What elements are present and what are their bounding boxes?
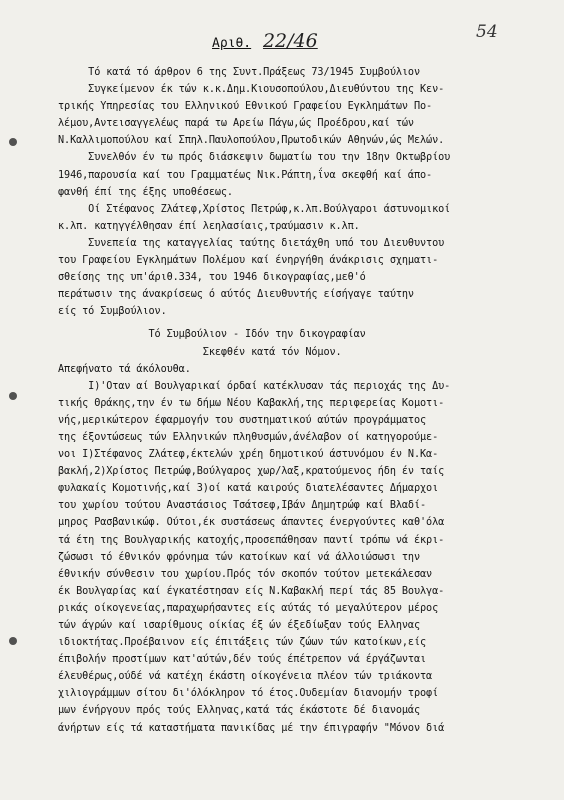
text-line: τρικής Υπηρεσίας του Ελληνικού Εθνικού Γραφείου Εγκλημάτων Πο- (58, 101, 433, 113)
text-line: τικής Θράκης,την έν τω δήμω Νέου Καβακλή,της περιφερείας Κομοτι- (58, 397, 445, 409)
text-line: έθνικήν σύνθεσιν του χωρίου.Πρός τόν σκοπόν τούτον μετεκάλεσαν (58, 568, 433, 580)
text-line: σθείσης της υπ'άριθ.334, του 1946 δικογραφίας,μεθ'ό (58, 272, 366, 284)
text-line: έλευθέρως,ούδέ νά κατέχη έκάστη οίκογένεια πλέον τών τριάκοντα (58, 671, 433, 683)
text-line: ζώσωσι τό έθνικόν φρόνημα τών κατοίκων καί νά άλλοιώσωσι την (58, 551, 421, 563)
text-line: νοι I)Στέφανος Ζλάτεφ,έκτελών χρέη δημοτικού άστυνόμου έν Ν.Κα- (58, 449, 439, 461)
text-line: είς τό Συμβούλιον. (58, 306, 167, 318)
text-line: άνήρτων είς τά καταστήματα πανικίδας μέ την έπιγραφήν "Μόνον διά (58, 722, 445, 734)
text-line: I)'Οταν αί Βουλγαρικαί όρδαί κατέκλυσαν τάς περιοχάς της Δυ- (58, 380, 451, 392)
document-reference (212, 30, 318, 52)
punch-hole (9, 637, 17, 645)
text-line: ρικάς οίκογενείας,παραχωρήσαντες είς αύτάς τό μεγαλύτερον μέρος (58, 602, 439, 614)
text-line: έπιβολήν προστίμων κατ'αύτών,δέν τούς έπέτρεπον νά έργάζωνται (58, 654, 427, 666)
text-line: τά έτη της Βουλγαρικής κατοχής,προσεπάθησαν παντί τρόπω νά έκρι- (58, 534, 445, 546)
text-line: χιλιογράμμων σίτου δι'όλόκληρον τό έτος.Ουδεμίαν διανομήν τροφί (58, 688, 439, 700)
text-line: ιδιοκτήτας.Προέβαινον είς έπιτάξεις τών ζώων τών κατοίκων,είς (58, 637, 427, 649)
text-line: Συγκείμενον έκ τών κ.κ.Δημ.Κιουσοπούλου,Διευθύντου της Κεν- (58, 84, 445, 96)
text-line: Συνελθόν έν τω πρός διάσκεψιν δωματίω του την 18ην Οκτωβρίου (58, 152, 451, 164)
reference-number: 22/46 (262, 30, 318, 52)
text-line: φανθή έπί της έξης υποθέσεως. (58, 186, 233, 198)
text-line: 1946,παρουσία καί του Γραμματέως Νικ.Ράπτη,ΐνα σκεφθή καί άπο- (58, 169, 433, 181)
punch-hole (9, 138, 17, 146)
text-line: έκ Βουλγαρίας καί έγκατέστησαν είς Ν.Καβακλή περί τάς 85 Βουλγα- (58, 585, 445, 597)
text-line: περάτωσιν της άνακρίσεως ό αύτός Διευθυντής είσήγαγε ταύτην (58, 289, 414, 301)
text-line: του χωρίου τούτου Αναστάσιος Τσάτσεφ,Ιβάν Δημητρώφ καί Βλαδί- (58, 500, 427, 512)
text-line: Συνεπεία της καταγγελίας ταύτης διετάχθη υπό του Διευθυντου (58, 237, 445, 249)
text-line: μηρος Ρασβανικώφ. Ούτοι,έκ συστάσεως άπαντες ένεργούντες καθ'όλα (58, 517, 445, 529)
text-line: Σκεφθέν κατά τόν Νόμον. (58, 346, 342, 358)
text-line: φυλακαίς Κομοτινής,καί 3)οί κατά καιρούς διατελέσαντες Δήμαρχοι (58, 483, 439, 495)
text-line: νής,μερικώτερον έφαρμογήν του συστηματικού αύτών προγράμματος (58, 414, 427, 426)
text-line: λέμου,Αντεισαγγελέως παρά τω Αρείω Πάγω,ώς Προέδρου,καί τών (58, 118, 414, 130)
text-line: Ν.Καλλιμοπούλου καί Σπηλ.Παυλοπούλου,Πρωτοδικών Αθηνών,ώς Μελών. (58, 135, 445, 147)
text-line: τών άγρών καί ισαρίθμους οίκίας έξ ών έξεδίωξαν τούς Ελληνας (58, 620, 421, 631)
text-line: Οί Στέφανος Ζλάτεφ,Χρίστος Πετρώφ,κ.λπ.Βούλγαροι άστυνομικοί (58, 203, 451, 215)
text-line: Τό Συμβούλιον - Ιδόν την δικογραφίαν (58, 329, 366, 341)
text-line: Απεφήνατο τά άκόλουθα. (58, 363, 191, 375)
text-line: Τό κατά τό άρθρον 6 της Συντ.Πράξεως 73/1945 Συμβούλιον (58, 67, 421, 78)
punch-hole (9, 392, 17, 400)
text-line: μων ένήργουν πρός τούς Ελληνας,κατά τάς έκάστοτε δέ διανομάς (58, 705, 421, 717)
text-line: του Γραφείου Εγκλημάτων Πολέμου καί ένηργήθη άνάκρισις σχηματι- (58, 255, 439, 267)
text-line: βακλή,2)Χρίστος Πετρώφ,Βούλγαρος χωρ/λαξ,κρατούμενος ήδη έν ταίς (58, 466, 445, 478)
text-line: της έξοντώσεως τών Ελληνικών πληθυσμών,άνέλαβον οί κατηγορούμε- (58, 431, 439, 443)
reference-label: Αριθ. (212, 36, 252, 51)
text-line: κ.λπ. κατηγγέλθησαν έπί λεηλασίαις,τραύμασιν κ.λπ. (58, 220, 360, 232)
document-body (58, 64, 550, 737)
corner-page-mark: 54 (476, 22, 498, 42)
